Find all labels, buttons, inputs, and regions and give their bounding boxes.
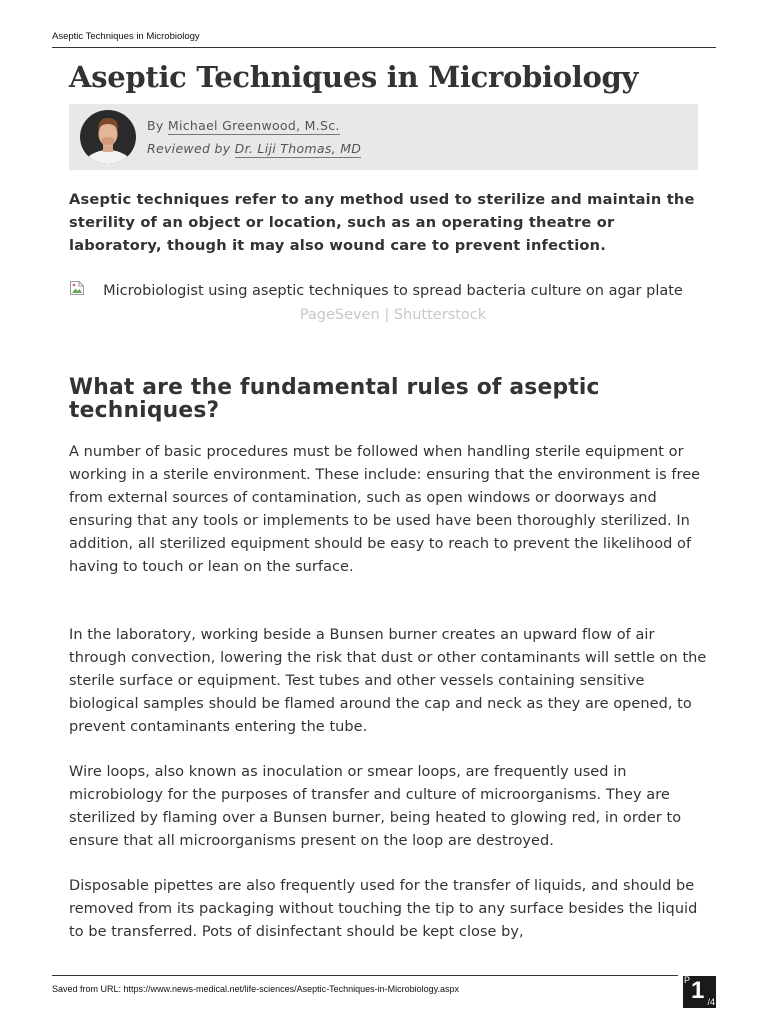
- author-avatar: [80, 110, 136, 164]
- page-number: 1: [691, 977, 705, 1004]
- reviewer-byline: [147, 141, 361, 156]
- reviewed-prefix: Reviewed by: [147, 141, 235, 156]
- by-prefix: By: [147, 118, 168, 133]
- figure-credit: PageSeven | Shutterstock: [299, 306, 487, 323]
- footer-divider: [52, 975, 678, 976]
- author-link[interactable]: Michael Greenwood, M.Sc.: [167, 118, 340, 133]
- figure-caption: Microbiologist using aseptic techniques to spread bacteria culture on agar plate: [103, 283, 683, 299]
- author-byline: [147, 118, 340, 133]
- header-divider: [52, 47, 716, 48]
- section-heading: What are the fundamental rules of aseptic techniques?: [69, 375, 600, 423]
- article-lead: Aseptic techniques refer to any method used to sterilize and maintain the sterility of an object or location, such as an operating theatre or laboratory, though it may also wound care to prevent infection.: [69, 191, 695, 254]
- broken-image-icon: [69, 280, 85, 296]
- saved-from-url: Saved from URL: https://www.news-medical.net/life-sciences/Aseptic-Techniques-in-Microbiology.aspx: [52, 984, 459, 994]
- article-figure: [69, 280, 699, 326]
- page-number-badge: [683, 976, 716, 1008]
- running-header-title: Aseptic Techniques in Microbiology: [52, 31, 200, 42]
- body-paragraph: A number of basic procedures must be followed when handling sterile equipment or working in a sterile environment. These include: ensuring that the environment is free from external sources of contamination, such as open windows or doorways and ensuring that any tools or implements to be used have been thoroughly sterilized. In addition, all sterilized equipment should be easy to reach to prevent the likelihood of having to touch or lean on the surface.: [69, 444, 701, 575]
- body-paragraph: Disposable pipettes are also frequently used for the transfer of liquids, and should be removed from its packaging without touching the tip to any surface besides the liquid to be transferred. Pots of disinfectant should be kept close by,: [69, 878, 698, 940]
- page-marker: P: [684, 975, 691, 985]
- body-paragraph: Wire loops, also known as inoculation or smear loops, are frequently used in microbiology for the purposes of transfer and culture of microorganisms. They are sterilized by flaming over a Bunsen burner, being heated to glowing red, in order to ensure that all microorganisms present on the loop are destroyed.: [69, 764, 682, 849]
- reviewer-link[interactable]: Dr. Liji Thomas, MD: [234, 141, 362, 156]
- byline-panel: [69, 104, 698, 170]
- page-total: /4: [707, 997, 715, 1007]
- body-paragraph: In the laboratory, working beside a Bunsen burner creates an upward flow of air through convection, lowering the risk that dust or other contaminants will settle on the sterile surface or equipment. Test tubes and other vessels containing sensitive biological samples should be flamed around the cap and neck as they are opened, to prevent contaminants entering the tube.: [69, 627, 707, 735]
- article-title: Aseptic Techniques in Microbiology: [69, 60, 639, 94]
